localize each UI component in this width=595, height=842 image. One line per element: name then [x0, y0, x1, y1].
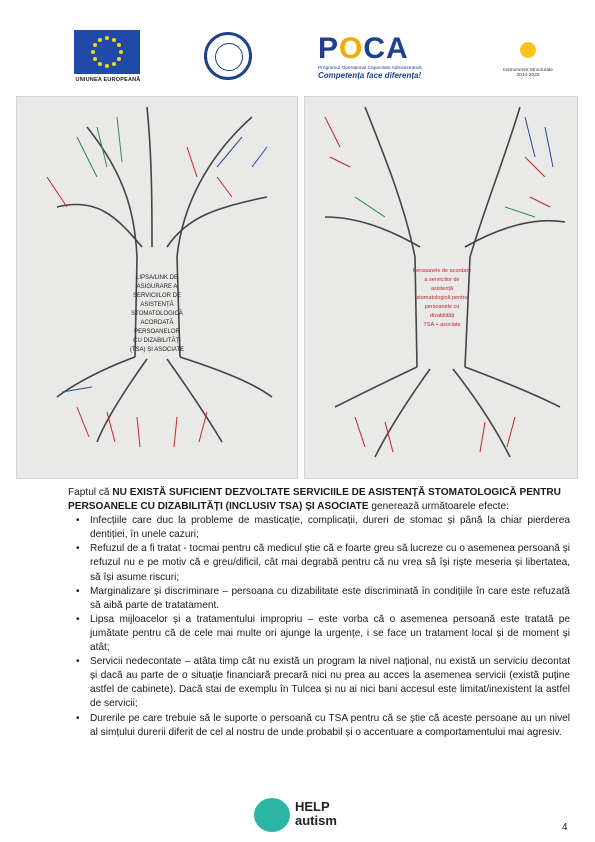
page-number: 4 — [562, 822, 568, 833]
logo-line-2: autism — [295, 813, 337, 828]
speech-bubble-icon — [254, 798, 290, 832]
poca-tagline: Competența face diferența! — [318, 71, 422, 80]
star-icon — [510, 32, 546, 68]
tree-diagram-photo-right — [304, 96, 578, 479]
effects-section — [68, 486, 570, 740]
structural-instruments-logo — [500, 32, 556, 78]
right-trunk-text: Persoanele de acordare a serviciilor de asistență stomatologică pentru persoanele cu dizabilități TSA + asociate — [412, 268, 472, 328]
poca-logo — [318, 34, 440, 80]
intro-paragraph: Faptul că NU EXISTĂ SUFICIENT DEZVOLTATE SERVICIILE DE ASISTENȚĂ STOMATOLOGICĂ PENTRU PERSOANELE CU DIZABILITĂȚI (INCLUSIV TSA) ȘI ASOCIATE generează următoarele efecte: — [68, 487, 561, 513]
eu-flag-icon — [74, 30, 140, 74]
effects-list — [68, 514, 570, 740]
list-item: • Infecțiile care duc la probleme de masticație, complicații, dureri de stomac și până la chiar pierderea dentiției, în unele cazuri; — [90, 514, 570, 542]
eu-caption: UNIUNEA EUROPEANĂ — [75, 77, 141, 83]
poca-wordmark: POCA — [318, 32, 409, 65]
intro-bold-statement: NU EXISTĂ SUFICIENT DEZVOLTATE SERVICIILE DE ASISTENȚĂ STOMATOLOGICĂ PENTRU PERSOANELE CU DIZABILITĂȚI (INCLUSIV TSA) ȘI ASOCIATE — [68, 487, 561, 513]
list-item: • Marginalizare și discriminare – persoana cu dizabilitate este discriminată în condițiile în care este refuzată să aibă parte de tratatament. — [90, 585, 570, 613]
header-logos — [0, 30, 595, 92]
logo-line-1: HELP — [295, 799, 330, 814]
poca-subtitle: Programul Operațional Capacitate Administrativă — [318, 66, 422, 71]
tree-diagram-photo-left — [16, 96, 298, 479]
list-item: • Refuzul de a fi tratat - tocmai pentru că medicul știe că e foarte greu să lucreze cu o asemenea persoană și refuzul nu e pe motiv că e greu/dificil, cât mai degrabă pentru că nu vrea să își riște meseria și libertatea, să își asume riscuri; — [90, 542, 570, 584]
list-item: • Durerile pe care trebuie să le suporte o persoană cu TSA pentru că se știe că aceste persoane au un nivel al simțului durerii diferit de cel al nostru de unde probabil și o accentuare a comportamentului mai agresiv. — [90, 712, 570, 740]
romanian-government-seal-icon — [204, 32, 252, 80]
tree-drawing-right — [305, 97, 578, 479]
tree-drawing-left — [17, 97, 298, 479]
help-autism-logo — [254, 796, 364, 838]
list-item: • Servicii nedecontate – atâta timp cât nu există un program la nivel național, nu există un serviciu decontat și dacă au parte de o situație financiară precară nici nu prea au acces la asemenea servicii (există puține astfel de cabinete). Dacă stai de exemplu în Tulcea și nu ai nici bani accesul este limitat/inexistent la astfel de servicii; — [90, 655, 570, 711]
instruments-caption: Instrumente Structurale 2014-2020 — [503, 68, 553, 78]
left-trunk-text: LIPSA/LINK DE ASIGURARE A SERVICIILOR DE ASISTENȚĂ STOMATOLOGICĂ ACORDATĂ PERSOANELOR CU DIZABILITĂȚI (TSA) ȘI ASOCIATE — [129, 275, 185, 353]
list-item: • Lipsa mijloacelor și a tratamentului impropriu – este vorba că o asemenea persoană este tratată pe jumătate pentru că de cele mai multe ori ajunge la urgențe, i se face un tratament local și de moment și atât; — [90, 613, 570, 655]
